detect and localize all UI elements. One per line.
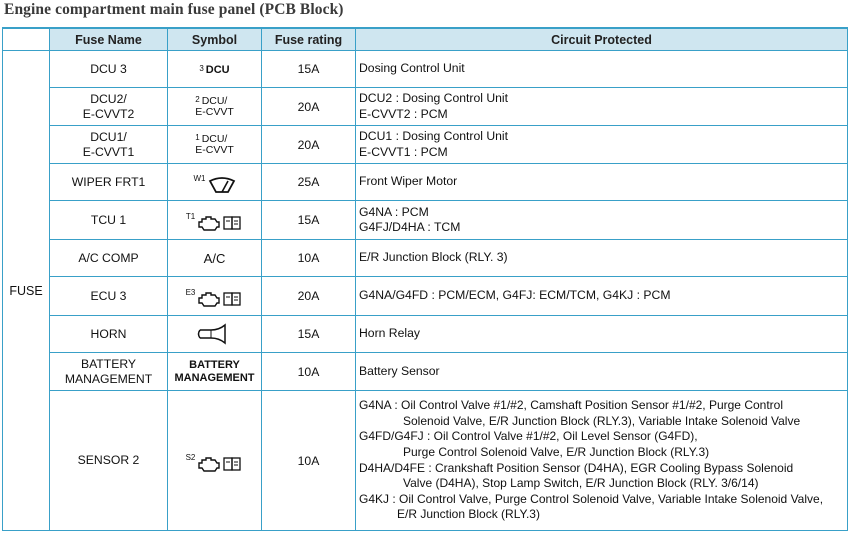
- fuse-rating: 10A: [262, 353, 356, 391]
- fuse-name: A/C COMP: [50, 240, 168, 277]
- fuse-symbol: [168, 316, 262, 353]
- fuse-rating: 20A: [262, 277, 356, 316]
- fuse-rating: 20A: [262, 88, 356, 126]
- fuse-symbol: S2: [168, 391, 262, 531]
- fuse-name: ECU 3: [50, 277, 168, 316]
- circuit-protected: E/R Junction Block (RLY. 3): [356, 240, 848, 277]
- circuit-protected: G4NA : Oil Control Valve #1/#2, Camshaft Position Sensor #1/#2, Purge Control Solenoid Valve, E/R Junction Block (RLY.3), Variable Intake Solenoid Valve G4FD/G4FJ : Oil Control Valve #1/#2, Oil Level Sensor (G4FD), Purge Control Solenoid Valve, E/R Junction Block (RLY.3) D4HA/D4FE : Crankshaft Position Sensor (D4HA), EGR Cooling Bypass Solenoid Valve (D4HA), Stop Lamp Switch, E/R Junction Block (RLY. 3/6/14) G4KJ : Oil Control Valve, Purge Control Solenoid Valve, Variable Intake Solenoid Valve, E/R Junction Block (RLY.3): [356, 391, 848, 531]
- fuse-name: WIPER FRT1: [50, 164, 168, 201]
- circuit-protected: G4NA : PCM G4FJ/D4HA : TCM: [356, 201, 848, 240]
- table-row: [3, 277, 848, 316]
- engine-manual-icon: [197, 455, 243, 473]
- table-row: [3, 88, 848, 126]
- fuse-symbol: W1: [168, 164, 262, 201]
- fuse-name: DCU1/ E-CVVT1: [50, 126, 168, 164]
- header-fuse-name: Fuse Name: [50, 28, 168, 51]
- fuse-name: SENSOR 2: [50, 391, 168, 531]
- header-blank: [3, 28, 50, 51]
- circuit-protected: Battery Sensor: [356, 353, 848, 391]
- fuse-rating: 15A: [262, 316, 356, 353]
- fuse-table: [2, 27, 848, 531]
- fuse-symbol: E3: [168, 277, 262, 316]
- fuse-rating: 10A: [262, 391, 356, 531]
- circuit-protected: Dosing Control Unit: [356, 51, 848, 88]
- page-title: Engine compartment main fuse panel (PCB Block): [4, 1, 344, 18]
- horn-icon: [195, 323, 235, 345]
- table-row: [3, 353, 848, 391]
- circuit-protected: Horn Relay: [356, 316, 848, 353]
- table-row: [3, 126, 848, 164]
- circuit-protected: DCU2 : Dosing Control Unit E-CVVT2 : PCM: [356, 88, 848, 126]
- fuse-name: DCU 3: [50, 51, 168, 88]
- group-label: FUSE: [3, 51, 50, 531]
- header-symbol: Symbol: [168, 28, 262, 51]
- circuit-protected: DCU1 : Dosing Control Unit E-CVVT1 : PCM: [356, 126, 848, 164]
- fuse-symbol: $^1$ DCU/ E-CVVT: [168, 126, 262, 164]
- fuse-name: HORN: [50, 316, 168, 353]
- fuse-symbol: A/C: [168, 240, 262, 277]
- fuse-symbol: $^2$ DCU/ E-CVVT: [168, 88, 262, 126]
- fuse-rating: 10A: [262, 240, 356, 277]
- table-row: [3, 240, 848, 277]
- engine-manual-icon: [197, 214, 243, 232]
- fuse-rating: 20A: [262, 126, 356, 164]
- wiper-icon: [208, 176, 236, 194]
- engine-manual-icon: [197, 290, 243, 308]
- table-header-row: [3, 28, 848, 51]
- fuse-rating: 25A: [262, 164, 356, 201]
- header-circuit: Circuit Protected: [356, 28, 848, 51]
- table-row: [3, 316, 848, 353]
- fuse-name: TCU 1: [50, 201, 168, 240]
- table-row: [3, 201, 848, 240]
- fuse-rating: 15A: [262, 51, 356, 88]
- fuse-symbol: BATTERY MANAGEMENT: [168, 353, 262, 391]
- fuse-symbol: T1: [168, 201, 262, 240]
- table-row: [3, 164, 848, 201]
- fuse-rating: 15A: [262, 201, 356, 240]
- header-fuse-rating: Fuse rating: [262, 28, 356, 51]
- fuse-name: DCU2/ E-CVVT2: [50, 88, 168, 126]
- circuit-protected: Front Wiper Motor: [356, 164, 848, 201]
- table-row: [3, 51, 848, 88]
- circuit-protected: G4NA/G4FD : PCM/ECM, G4FJ: ECM/TCM, G4KJ : PCM: [356, 277, 848, 316]
- fuse-name: BATTERY MANAGEMENT: [50, 353, 168, 391]
- fuse-symbol: $^3$ DCU: [168, 51, 262, 88]
- table-row: [3, 391, 848, 531]
